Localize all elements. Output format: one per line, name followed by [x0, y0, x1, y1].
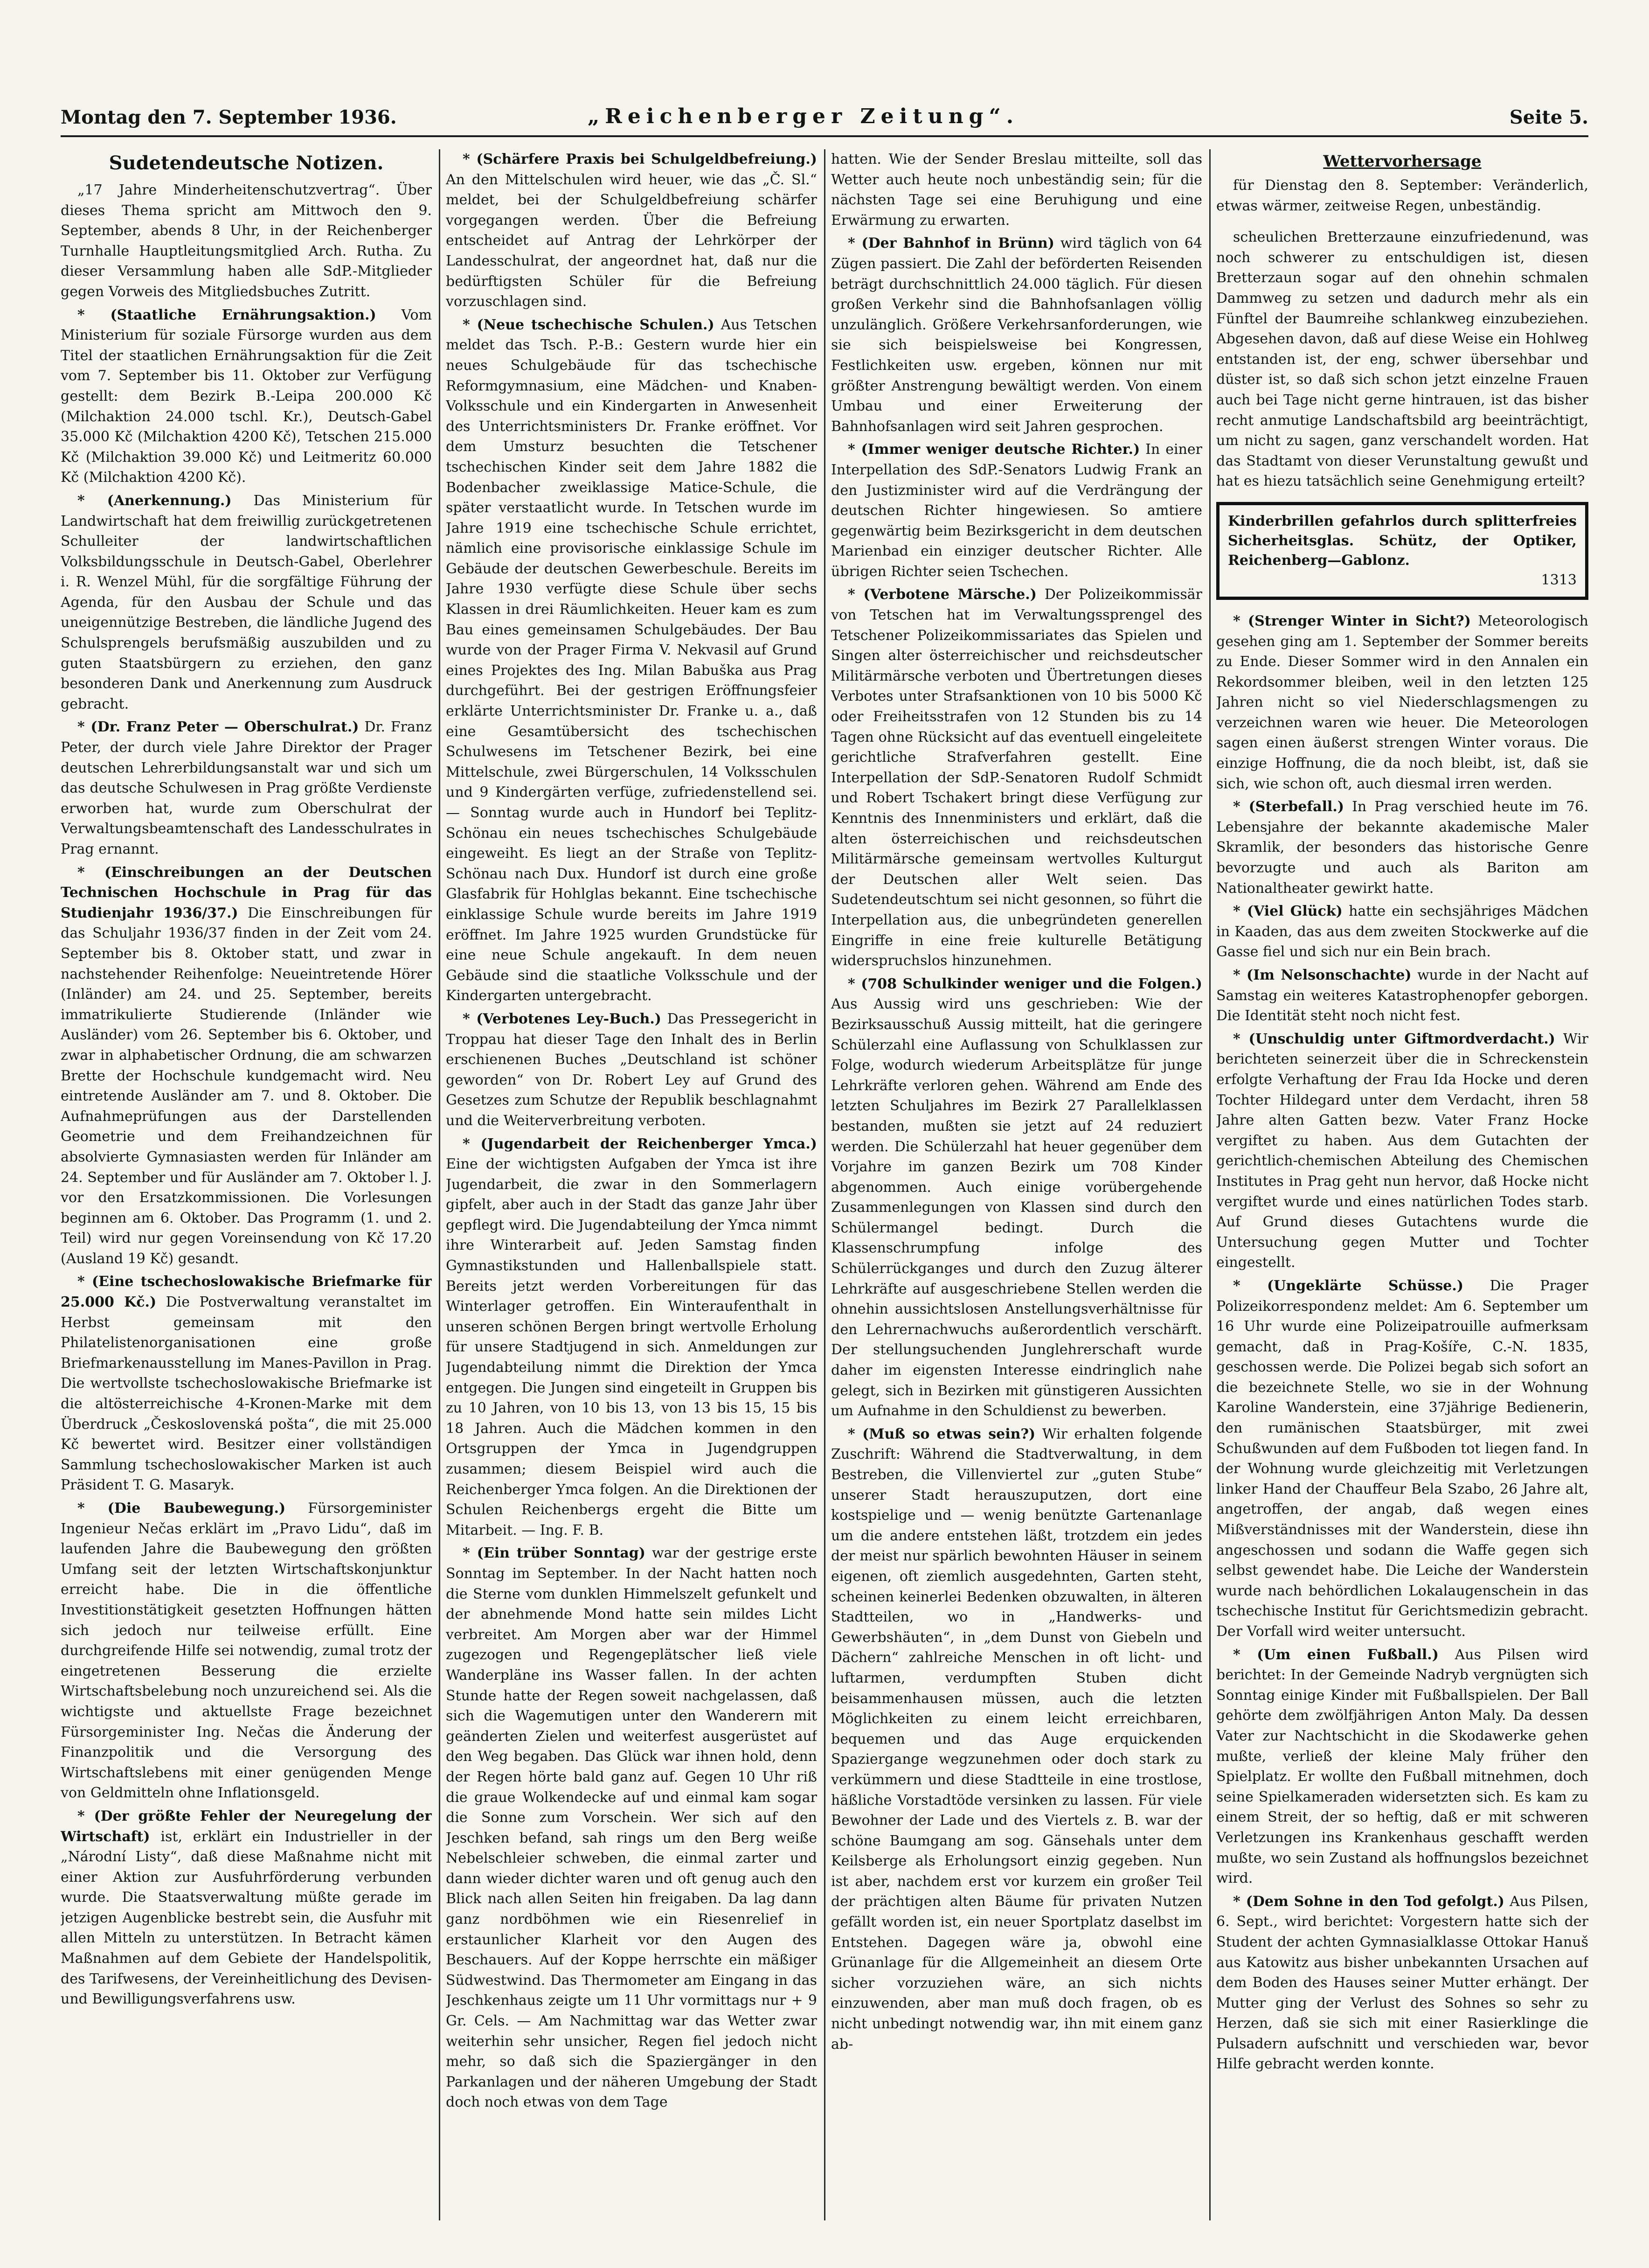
article-headline: * (Dem Sohne in den Tod gefolgt.) — [1233, 1893, 1504, 1910]
article-body: wird täglich von 64 Zügen passiert. Die Zahl der beförderten Reisenden beträgt durchschnittlich 24.000 täglich. Für diesen großen Verkehr sind die Bahnhofsanlagen völlig unzulänglich. Größere Verkehrsanforderungen, wie sie sich beispielsweise bei Kongressen, Festlichkeiten usw. ergeben, können nur mit größter Anstrengung bewältigt werden. Von einem Umbau und einer Erweiterung der Bahnhofsanlagen wird seit Jahren gesprochen. — [831, 235, 1202, 435]
header-page-number: Seite 5. — [1509, 106, 1588, 128]
article-headline: * (Im Nelsonschachte) — [1233, 967, 1412, 983]
article — [446, 1134, 817, 1541]
article — [446, 149, 817, 312]
article-body: An den Mittelschulen wird heuer, wie das „Č. Sl.“ meldet, bei der Schulgeldbefreiung schärfer vorgegangen werden. Über die Befreiung entscheidet auf Antrag der Lehrkörper der Landesschulrat, der angeordnet hat, daß nur die bedürftigsten Schüler für die Befreiung vorzuschlagen sind. — [446, 171, 817, 310]
article — [61, 863, 432, 1269]
advertisement-text: Kinderbrillen gefahrlos durch splitterfreies Sicherheitsglas. Schütz, der Optiker, Reichenberg—Gablonz. — [1228, 513, 1577, 569]
article-headline: * (Immer weniger deutsche Richter.) — [848, 441, 1140, 458]
article-body: Der Polizeikommissär von Tetschen hat im Verwaltungssprengel des Tetschener Polizeikommissariates das Spielen und Singen alter österreichischer und reichsdeutscher Militärmärsche verboten und Übertretungen dieses Verbotes unter Strafsanktionen von 10 bis 5000 Kč oder Freiheitsstrafen von 12 Stunden bis zu 14 Tagen ohne Rücksicht auf das eventuell eingeleitete gerichtliche Strafverfahren gestellt. Eine Interpellation der SdP.-Senatoren Rudolf Schmidt und Robert Tschakert bringt diese Verfügung zur Kenntnis des Innenministers und erklärt, daß die alten österreichischen und reichsdeutschen Militärmärsche gemeinsam wertvolles Kulturgut der Deutschen aller Welt seien. Das Sudetendeutschtum sei nicht gesonnen, so führt die Interpellation aus, die unbegründeten generellen Eingriffe in eine freie kulturelle Betätigung widerspruchslos hinzunehmen. — [831, 586, 1202, 969]
article-headline: * (Viel Glück) — [1233, 903, 1343, 920]
article-continuation: scheulichen Bretterzaune einzufriedenund, was noch schwerer zu entschuldigen ist, diesen Bretterzaun sogar auf den ohnehin schmalen Dammweg zu setzen und dadurch mehr als ein Fünftel der Baumreihe schlankweg einzubeziehen. Abgesehen davon, daß auf diese Weise ein Hohlweg entstanden ist, der eng, schwer übersehbar und düster ist, so daß sich schon jetzt einzelne Frauen auch bei Tage nicht gerne hintrauen, ist das bisher recht anmutige Landschaftsbild arg beeinträchtigt, um nicht zu sagen, ganz verschandelt worden. Hat das Stadtamt von dieser Verunstaltung gewußt und hat es hiezu tatsächlich seine Genehmigung erteilt? — [1216, 229, 1588, 490]
article — [831, 1424, 1202, 2054]
header-date: Montag den 7. September 1936. — [61, 106, 397, 128]
article-body: In einer Interpellation des SdP.-Senators Ludwig Frank an den Justizminister wird auf die Verdrängung der deutschen Richter hingewiesen. So amtiere gegenwärtig beim Bezirksgericht in dem deutschen Marienbad ein einziger deutscher Richter. Alle übrigen Richter seien Tschechen. — [831, 441, 1202, 580]
article-body: In Prag verschied heute im 76. Lebensjahre der bekannte akademische Maler Skramlik, der besonders das historische Genre bevorzugte und auch als Bariton am Nationaltheater gewirkt hatte. — [1216, 799, 1588, 897]
article-body: Die Prager Polizeikorrespondenz meldet: Am 6. September um 16 Uhr wurde eine Polizeipatrouille aufmerksam gemacht, daß in Prag-Košíře, C.-N. 1835, geschossen werde. Die Polizei begab sich sofort an die bezeichnete Stelle, wo sie in der Wohnung Karoline Wanderstein, eine 37jährige Bedienerin, den rumänischen Staatsbürger, mit zwei Schußwunden auf dem Fußboden tot liegen fand. In der Wohnung wurde gleichzeitig mit Verletzungen linker Hand der Chauffeur Bela Szabo, 26 Jahre alt, angetroffen, der angab, daß wegen eines Mißverständnisses mit der Wanderstein, diese ihn angeschossen und sodann die Waffe gegen sich selbst gewendet habe. Die Leiche der Wanderstein wurde nach behördlichen Lokalaugenschein in das tschechische Institut für Gerichtsmedizin gebracht. Der Vorfall wird weiter untersucht. — [1216, 1277, 1588, 1640]
article-body: ist, erklärt ein Industrieller in der „Národní Listy“, daß diese Maßnahme nicht mit einer Aktion zur Ausfuhrförderung verbunden wurde. Die Staatsverwaltung müßte gerade im jetzigen Augenblicke bestrebt sein, die Ausfuhr mit allen Mitteln zu unterstützen. In Betracht kämen Maßnahmen auf dem Gebiete der Handelspolitik, des Tarifwesens, der Vereinheitlichung des Devisen- und Bewilligungsverfahrens usw. — [61, 1828, 432, 2008]
article-body: Aus Pilsen, 6. Sept., wird berichtet: Vorgestern hatte sich der Student der achten Gymnasialklasse Ottokar Hanuš aus Katowitz aus bisher unbekannten Ursachen auf dem Boden des Hauses seiner Mutter erhängt. Der Mutter ging der Verlust des Sohnes so sehr zu Herzen, daß sie sich mit einer Rasierklinge die Pulsadern aufschnitt und verschieden war, bevor Hilfe gebracht werden konnte. — [1216, 1893, 1588, 2073]
article-headline: * (Schärfere Praxis bei Schulgeldbefreiung.) — [463, 151, 817, 167]
article-headline: * (Muß so etwas sein?) — [848, 1426, 1036, 1442]
article-headline: * (Verbotene Märsche.) — [848, 586, 1037, 603]
article — [1216, 965, 1588, 1026]
article-headline: * (Ungeklärte Schüsse.) — [1233, 1277, 1464, 1294]
article-body: Wir erhalten folgende Zuschrift: Während die Stadtverwaltung, in dem Bestreben, die Villenviertel zur „guten Stube“ unserer Stadt herauszuputzen, dort eine kostspielige und — wenig benützte Gartenanlage um die andere entstehen läßt, trotzdem ein jedes der meist nur spärlich bewohnten Häuser in seinem eigenen, oft ziemlich ausgedehnten, Garten steht, scheinen keinerlei Bedenken obzuwalten, in älteren Stadtteilen, wo in „Handwerks- und Gewerbshäuten“, in „dem Dunst von Giebeln und Dächern“ zahlreiche Menschen in oft licht- und luftarmen, verdumpften Stuben dicht beisammenhausen müssen, auch die letzten Möglichkeiten zu einem leicht erreichbaren, bequemen und das Auge erquickenden Spaziergange wegzunehmen oder doch stark zu verkümmern und diese Stadtteile in eine trostlose, häßliche Vorstadtöde versinken zu lassen. Für viele Bewohner der Lade und des Viertels z. B. war der schöne Baumgang am sog. Gänsehals unter dem Keilsberge als Erholungsort einzig gegeben. Nun ist aber, nachdem erst vor kurzem ein großer Teil der prächtigen alten Bäume für privaten Nutzen gefällt worden ist, ein neuer Sportplatz daselbst im Entstehen. Dagegen wäre ja, obwohl eine Grünanlage für die Allgemeinheit an diesem Orte sicher vorzuziehen wäre, an sich nichts einzuwenden, aber man muß doch fragen, ob es nicht unbedingt notwendig war, ihn mit einem ganz ab- — [831, 1426, 1202, 2052]
article — [831, 439, 1202, 582]
article-headline: * (Ein trüber Sonntag) — [463, 1545, 645, 1562]
article — [61, 1272, 432, 1496]
article — [61, 491, 432, 715]
article-body: war der gestrige erste Sonntag im September. In der Nacht hatten noch die Sterne vom dunklen Himmelszelt gefunkelt und der abnehmende Mond hatte sein mildes Licht verbreitet. Am Morgen aber war der Himmel zugezogen und Regengeplätscher ließ viele Wanderpläne ins Wasser fallen. In der achten Stunde hatte der Regen soweit nachgelassen, daß sich die Wagemutigen unter den Wanderern mit geänderten Zielen und weiterfest ausgerüstet auf den Weg begaben. Das Glück war ihnen hold, denn der Regen hörte bald ganz auf. Gegen 10 Uhr riß die graue Wolkendecke auf und einmal kam sogar die Sonne zum Vorschein. Wer sich auf den Jeschken befand, sah rings um den Berg weiße Nebelschleier schweben, die einmal zarter und dann wieder dichter waren und oft genug auch den Blick nach allen Seiten hin freigaben. Da lag dann ganz nordböhmen wie ein Riesenrelief in erstaunlicher Klarheit vor den Augen des Beschauers. Auf der Koppe herrschte ein mäßiger Südwestwind. Das Thermometer am Eingang in das Jeschkenhaus zeigte um 11 Uhr vormittags nur + 9 Gr. Cels. — Am Nachmittag war das Wetter zwar weiterhin sehr unsicher, Regen fiel jedoch nicht mehr, so daß sich die Spaziergänger in den Parkanlagen und der näheren Umgebung der Stadt doch noch etwas von dem Tage — [446, 1545, 817, 2111]
article — [446, 1009, 817, 1131]
column-rule — [439, 149, 440, 2220]
article-body: Vom Ministerium für soziale Fürsorge wurden aus dem Titel der staatlichen Ernährungsaktion für die Zeit vom 7. September bis 11. Oktober zur Verfügung gestellt: dem Bezirk B.-Leipa 200.000 Kč (Milchaktion 24.000 tschl. Kr.), Deutsch-Gabel 35.000 Kč (Milchaktion 4200 Kč), Tetschen 215.000 Kč (Milchaktion 39.000 Kč) und Leitmeritz 60.000 Kč (Milchaktion 4200 Kč). — [61, 306, 432, 486]
article-headline: * (Einschreibungen an der Deutschen Technischen Hochschule in Prag für das Studienjahr 1936/37.) — [61, 864, 432, 921]
article — [446, 315, 817, 1006]
article-headline: * (Verbotenes Ley-Buch.) — [463, 1010, 661, 1027]
article-body: Eine der wichtigsten Aufgaben der Ymca ist ihre Jugendarbeit, die zwar in den Sommerlagern gipfelt, aber auch in der Stadt das ganze Jahr über gepflegt wird. Die Jugendabteilung der Ymca nimmt ihre Winterarbeit auf. Jeden Samstag finden Gymnastikstunden und Hallenballspiele statt. Bereits jetzt werden Vorbereitungen für das Winterlager getroffen. Ein Winteraufenthalt in unseren schönen Bergen bringt wertvolle Erholung für unsere Stadtjugend in sich. Anmeldungen zur Jugendabteilung nimmt die Direktion der Ymca entgegen. Die Jungen sind eingeteilt in Gruppen bis zu 10 Jahren, von 10 bis 13, von 13 bis 15, 15 bis 18 Jahren. Auch die Mädchen kommen in den Ortsgruppen der Ymca in Jugendgruppen zusammen; diesem Beispiel wird auch die Reichenberger Ymca folgen. An die Direktionen der Schulen Reichenbergs ergeht die Bitte um Mitarbeit. — Ing. F. B. — [446, 1156, 817, 1538]
article — [831, 584, 1202, 971]
article — [61, 305, 432, 488]
article-body: Die Einschreibungen für das Schuljahr 1936/37 finden in der Zeit vom 24. September bis 8. Oktober statt, und zwar in nachstehender Reihenfolge: Neueintretende Hörer (Inländer) am 24. und 25. September, bereits immatrikulierte Studierende (Inländer wie Ausländer) vom 26. September bis 6. Oktober, und zwar in alphabetischer Ordnung, die am schwarzen Brette der Hochschule kundgemacht wird. Neu eintretende Ausländer am 7. und 8. Oktober. Die Aufnahmeprüfungen aus der Darstellenden Geometrie und dem Freihandzeichnen für absolvierte Gymnasiasten werden für Inländer am 24. September und für Ausländer am 7. Oktober l. J. vor den Ersatzkommissionen. Die Vorlesungen beginnen am 6. Oktober. Das Programm (1. und 2. Teil) wird nur gegen Voreinsendung von Kč 17.20 (Ausland 19 Kč) gesandt. — [61, 904, 432, 1267]
article — [446, 1543, 817, 2113]
article — [1216, 1645, 1588, 1889]
article-headline: * (Unschuldig unter Giftmordverdacht.) — [1233, 1030, 1555, 1047]
article — [1216, 1892, 1588, 2074]
advertisement-number: 1313 — [1541, 571, 1577, 588]
article-headline: * (708 Schulkinder weniger und die Folgen.) — [848, 975, 1202, 992]
column-4 — [1216, 149, 1588, 2220]
article-headline: * (Eine tschechoslowakische Briefmarke für 25.000 Kč.) — [61, 1273, 432, 1311]
column-1 — [61, 149, 432, 2220]
article-body: Das Ministerium für Landwirtschaft hat dem freiwillig zurückgetretenen Schulleiter der landwirtschaftlichen Volksbildungsschule in Deutsch-Gabel, Oberlehrer i. R. Wenzel Mühl, für die sorgfältige Führung der Agenda, für den Ausbau der Schule und das uneigennützige Bestreben, die ländliche Jugend des Schulsprengels berufsmäßig auszubilden und zu guten Staatsbürgern zu erziehen, den ganz besonderen Dank und Anerkennung zum Ausdruck gebracht. — [61, 492, 432, 712]
weather-heading: Wettervorhersage — [1323, 152, 1482, 171]
article-minority-treaty: „17 Jahre Minderheitenschutzvertrag“. Über dieses Thema spricht am Mittwoch den 9. September, abends 8 Uhr, in der Reichenberger Turnhalle Hauptleitungsmitglied Arch. Rutha. Zu dieser Versammlung haben alle SdP.-Mitglieder gegen Vorweis des Mitgliedsbuches Zutritt. — [61, 182, 432, 300]
article-body: Aus Tetschen meldet das Tsch. P.-B.: Gestern wurde hier ein neues Schulgebäude für das tschechische Reformgymnasium, eine Mädchen- und Knaben-Volksschule und ein Kindergarten in Anwesenheit des Unterrichtsministers Dr. Franke eröffnet. Vor dem Umsturz besuchten die Tetschener tschechischen Kinder seit dem Jahre 1882 die Bodenbacher zweiklassige Matice-Schule, die später verstaatlicht wurde. In Tetschen wurde im Jahre 1919 eine tschechische Schule errichtet, nämlich eine provisorische einklassige Schule im Gebäude der deutschen Gewerbeschule. Bereits im Jahre 1930 verfügte diese Schule über sechs Klassen in drei Räumlichkeiten. Heuer kam es zum Bau eines gemeinsamen Schulgebäudes. Der Bau wurde von der Prager Firma V. Nekvasil auf Grund eines Projektes des Ing. Milan Babuška aus Prag durchgeführt. Bei der gestrigen Eröffnungsfeier erklärte Unterrichtsminister Dr. Franke u. a., daß eine Gesamtübersicht des tschechischen Schulwesens im Tetschener Bezirk, bei eine Mittelschule, zwei Bürgerschulen, 14 Volksschulen und 9 Kindergärten verfüge, zufriedenstellend sei. — Sonntag wurde auch in Hundorf bei Teplitz-Schönau ein neues tschechisches Schulgebäude eingeweiht. Es liegt an der Straße von Teplitz-Schönau nach Dux. Hundorf ist durch eine große Glasfabrik für Hohlglas bekannt. Eine tschechische einklassige Schule wurde bereits im Jahre 1919 eröffnet. Im Jahre 1925 wurden Grundstücke für eine neue Schule angekauft. In dem neuen Gebäude sind die staatliche Volksschule und der Kindergarten untergebracht. — [446, 316, 817, 1004]
article — [1216, 901, 1588, 962]
page-header — [61, 103, 1588, 137]
article — [831, 233, 1202, 437]
article-headline: * (Der größte Fehler der Neuregelung der Wirtschaft) — [61, 1808, 432, 1845]
article-body: Dr. Franz Peter, der durch viele Jahre Direktor der Prager deutschen Lehrerbildungsanstalt war und sich um das deutsche Schulwesen in Prag größte Verdienste erworben hat, wurde zum Oberschulrat der Verwaltungsbeamtenschaft des Landesschulrates in Prag ernannt. — [61, 719, 432, 857]
section-heading: Sudetendeutsche Notizen. — [109, 152, 384, 174]
article — [831, 974, 1202, 1421]
advertisement-box — [1216, 502, 1588, 600]
article-headline: * (Staatliche Ernährungsaktion.) — [77, 306, 376, 323]
article-body: Wir berichteten seinerzeit über die in Schreckenstein erfolgte Verhaftung der Frau Ida Hocke und deren Tochter Hildegard unter dem Verdacht, ihren 58 Jahre alten Gatten bezw. Vater Franz Hocke vergiftet zu haben. Aus dem Gutachten der gerichtlich-chemischen Abteilung des Chemischen Institutes in Prag geht nun hervor, daß Hocke nicht vergiftet wurde und eines natürlichen Todes starb. Auf Grund dieses Gutachtens wurde die Untersuchung gegen Mutter und Tochter eingestellt. — [1216, 1030, 1588, 1271]
column-rule — [824, 149, 825, 2220]
article — [1216, 1276, 1588, 1642]
article-body: Meteorologisch gesehen ging am 1. September der Sommer bereits zu Ende. Dieser Sommer wird in den Annalen ein Rekordsommer bleiben, weil in den letzten 125 Jahren nicht so viel Niederschlagsmengen zu verzeichnen waren wie heuer. Die Meteorologen sagen einen äußerst strengen Winter voraus. Die einzige Hoffnung, die da noch bleibt, ist, daß sie sich, wie schon oft, auch diesmal irren werden. — [1216, 612, 1588, 792]
article — [61, 1498, 432, 1803]
article-headline: * (Der Bahnhof in Brünn) — [848, 235, 1054, 252]
article-body: Aus Aussig wird uns geschrieben: Wie der Bezirksausschuß Aussig mitteilt, hat die geringere Schülerzahl eine Auflassung von Schulklassen zur Folge, wodurch wiederum Arbeitsplätze für junge Lehrkräfte verloren gehen. Während am Ende des letzten Schuljahres im Bezirk 27 Parallelklassen bestanden, mußten sie jetzt auf 24 reduziert werden. Die Schülerzahl hat heuer gegenüber dem Vorjahre im ganzen Bezirk um 708 Kinder abgenommen. Auch einige vorübergehende Zusammenlegungen von Klassen sind durch den Schülermangel bedingt. Durch die Klassenschrumpfung infolge des Schülerrückganges und durch den Zuzug älterer Lehrkräfte auf ausgeschriebene Stellen werden die ohnehin aussichtslosen Anstellungsverhältnisse für den Lehrernachwuchs außerordentlich verschärft. Der stellungsuchenden Junglehrerschaft wurde daher im eigensten Interesse eindringlich nahe gelegt, sich in Bezirken mit günstigeren Aussichten um Aufnahme in den Schuldienst zu bewerben. — [831, 996, 1202, 1419]
column-3 — [831, 149, 1202, 2220]
article-headline: * (Die Baubewegung.) — [77, 1500, 286, 1517]
article-continuation: hatten. Wie der Sender Breslau mitteilte, soll das Wetter auch heute noch unbeständig sein; für die nächsten Tage sei eine Beruhigung und eine Erwärmung zu erwarten. — [831, 151, 1202, 229]
article-body: Die Postverwaltung veranstaltet im Herbst gemeinsam mit den Philatelistenorganisationen eine große Briefmarkenausstellung im Manes-Pavillon in Prag. Die wertvollste tschechoslowakische Briefmarke ist die altösterreichische 4-Kronen-Marke mit dem Überdruck „Československá pošta“, die mit 25.000 Kč bewertet wird. Besitzer einer vollständigen Sammlung tschechoslowakischer Marken ist auch Präsident T. G. Masaryk. — [61, 1294, 432, 1494]
article-body: Aus Pilsen wird berichtet: In der Gemeinde Nadryb vergnügten sich Sonntag einige Kinder mit Fußballspielen. Der Ball gehörte dem zwölfjährigen Anton Maly. Da dessen Vater zur Nachtschicht in die Skodawerke gehen mußte, verließ der kleine Maly früher den Spielplatz. Er wollte den Fußball mitnehmen, doch seine Spielkameraden widersetzten sich. Es kam zu einem Streit, der so heftig, daß er mit schweren Verletzungen ins Krankenhaus geschafft werden mußte, wo sein Zustand als hoffnungslos bezeichnet wird. — [1216, 1646, 1588, 1887]
column-2 — [446, 149, 817, 2220]
article-headline: * (Jugendarbeit der Reichenberger Ymca.) — [463, 1135, 817, 1152]
article — [1216, 611, 1588, 794]
article-headline: * (Dr. Franz Peter — Oberschulrat.) — [77, 719, 359, 736]
article-body: Fürsorgeminister Ingenieur Nečas erklärt im „Pravo Lidu“, daß im laufenden Jahre die Baubewegung den größten Umfang seit der letzten Wirtschaftskonjunktur erreicht habe. Die in die öffentliche Investitionstätigkeit gesetzten Hoffnungen hätten sich jedoch nur teilweise erfüllt. Eine durchgreifende Hilfe sei notwendig, zumal trotz der eingetretenen Besserung die erzielte Wirtschaftsbelebung noch unzureichend sei. Als die wichtigste und aktuellste Frage bezeichnet Fürsorgeminister Ing. Nečas die Änderung der Finanzpolitik und die Versorgung des Wirtschaftslebens mit einer genügenden Menge von Geldmitteln ohne Inflationsgeld. — [61, 1500, 432, 1802]
weather-forecast: für Dienstag den 8. September: Veränderlich, etwas wärmer, zeitweise Regen, unbeständig. — [1216, 177, 1588, 214]
article-headline: * (Strenger Winter in Sicht?) — [1233, 612, 1471, 629]
article-body: hatte ein sechsjähriges Mädchen in Kaaden, das aus dem zweiten Stockwerke auf die Gasse fiel und sich nur ein Bein brach. — [1216, 903, 1588, 960]
article-headline: * (Neue tschechische Schulen.) — [463, 316, 714, 333]
article-headline: * (Um einen Fußball.) — [1233, 1646, 1439, 1663]
newspaper-page — [61, 103, 1588, 2230]
article — [61, 1806, 432, 2010]
article — [61, 717, 432, 859]
column-rule — [1209, 149, 1211, 2220]
article-body: wurde in der Nacht auf Samstag ein weiteres Katastrophenopfer geborgen. Die Identität steht noch nicht fest. — [1216, 967, 1588, 1024]
article — [1216, 797, 1588, 898]
article-body: Das Pressegericht in Troppau hat dieser Tage den Inhalt des in Berlin erschienenen Buches „Deutschland ist schöner geworden“ von Dr. Robert Ley auf Grund des Gesetzes zum Schutze der Republik beschlagnahmt und die Weiterverbreitung verboten. — [446, 1010, 817, 1129]
article-headline: * (Sterbefall.) — [1233, 799, 1344, 815]
article-headline: * (Anerkennung.) — [77, 492, 232, 509]
header-title: „Reichenberger Zeitung“. — [588, 104, 1019, 128]
article — [1216, 1029, 1588, 1273]
